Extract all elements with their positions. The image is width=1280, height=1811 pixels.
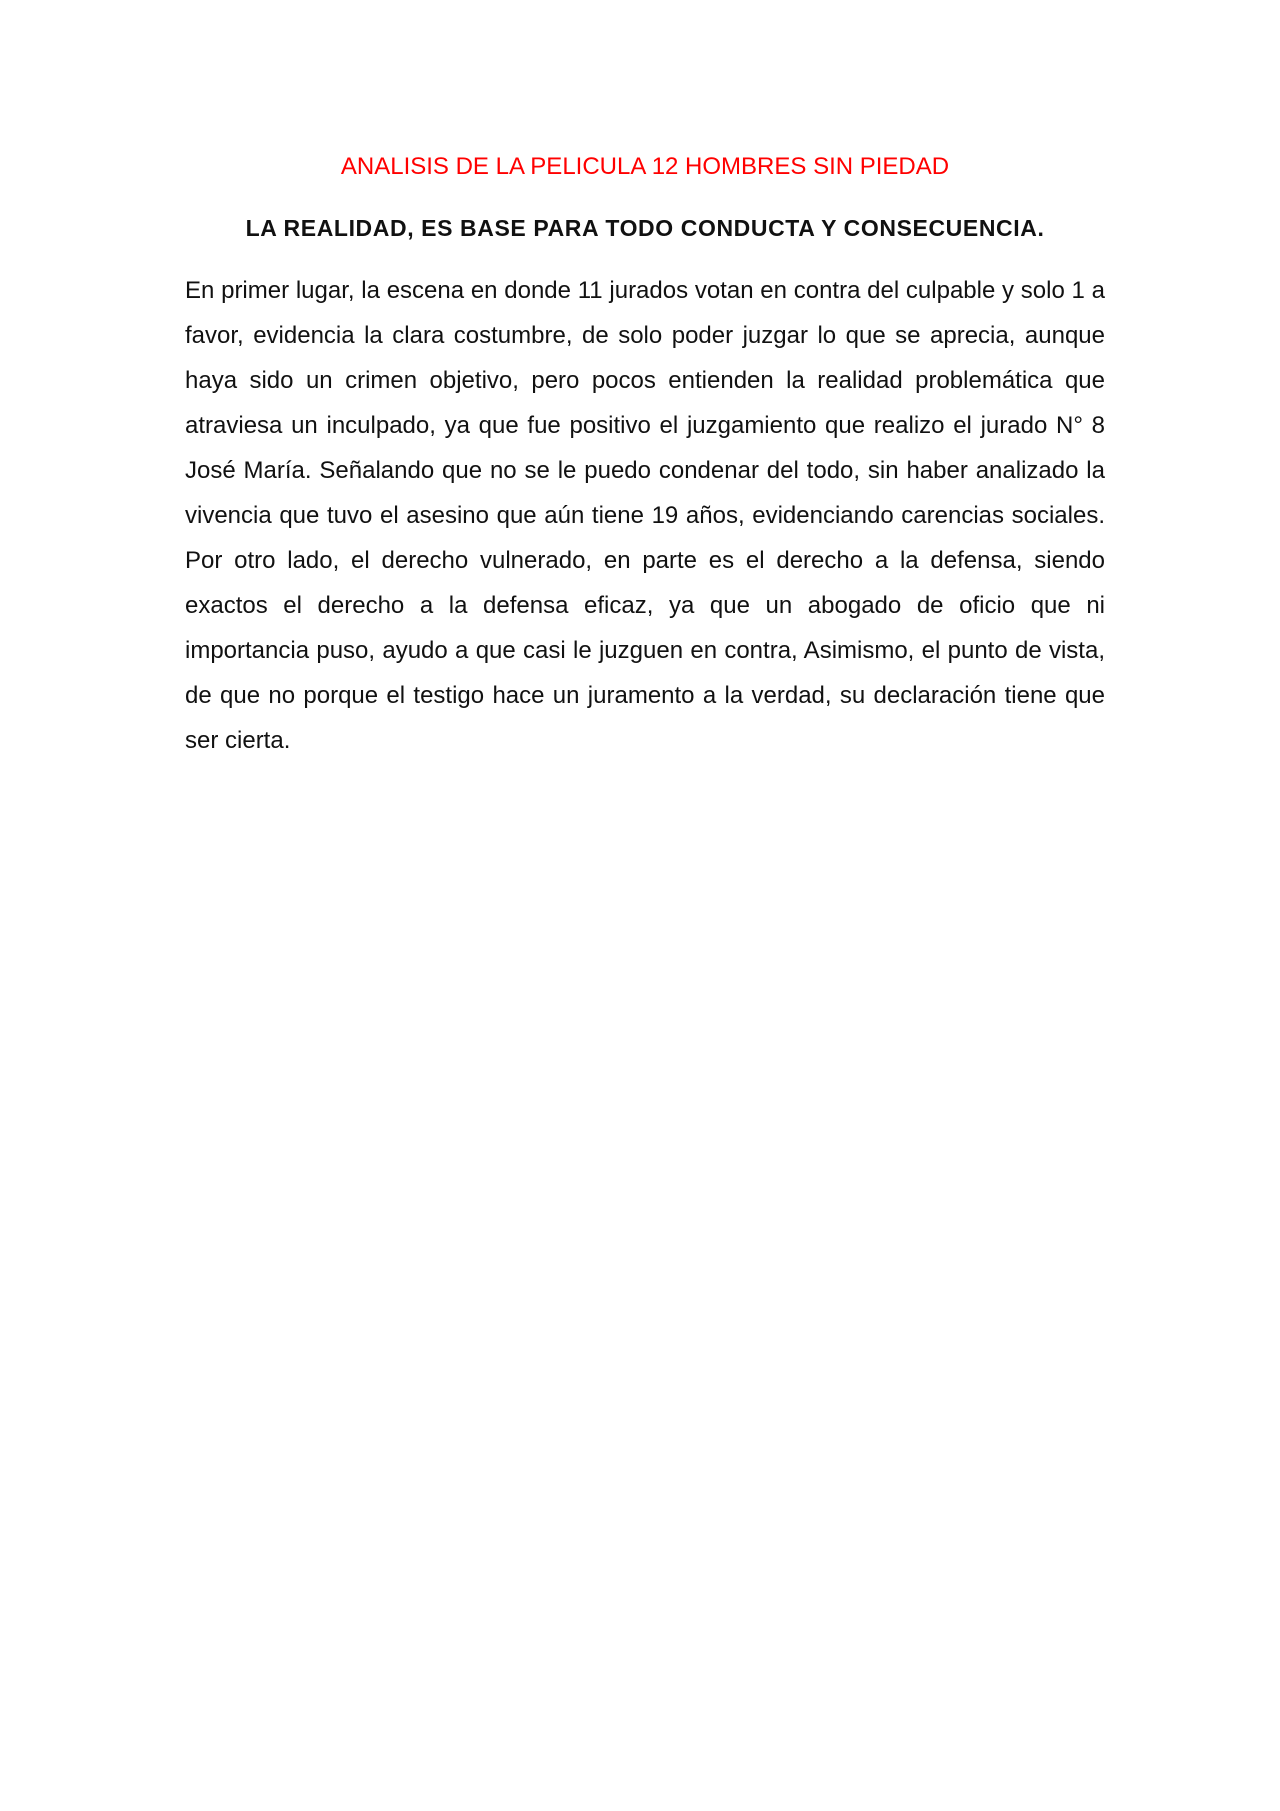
document-body-paragraph: En primer lugar, la escena en donde 11 jurados votan en contra del culpable y solo 1 a favor, evidencia la clara costumbre, de solo poder juzgar lo que se aprecia, aunque haya sido un crimen objetivo, pero pocos entienden la realidad problemática que atraviesa un inculpado, ya que fue positivo el juzgamiento que realizo el jurado N° 8 José María. Señalando que no se le puedo condenar del todo, sin haber analizado la vivencia que tuvo el asesino que aún tiene 19 años, evidenciando carencias sociales. Por otro lado, el derecho vulnerado, en parte es el derecho a la defensa, siendo exactos el derecho a la defensa eficaz, ya que un abogado de oficio que ni importancia puso, ayudo a que casi le juzguen en contra, Asimismo, el punto de vista, de que no porque el testigo hace un juramento a la verdad, su declaración tiene que ser cierta. xyxy=(185,277,1105,754)
document-subtitle: LA REALIDAD, ES BASE PARA TODO CONDUCTA Y CONSECUENCIA. xyxy=(245,215,1045,241)
document-content xyxy=(185,150,1105,763)
document-title: ANALISIS DE LA PELICULA 12 HOMBRES SIN PIEDAD xyxy=(340,153,950,180)
